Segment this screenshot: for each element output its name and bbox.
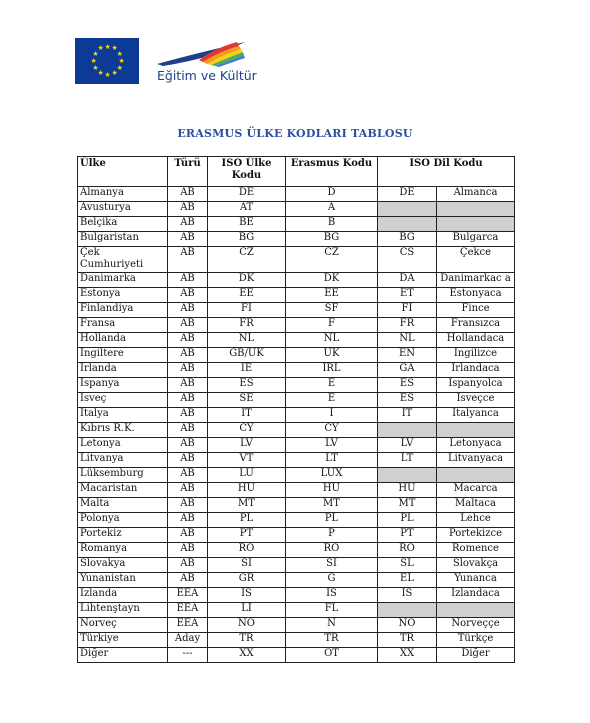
cell-language-name: Estonyaca [437, 287, 515, 302]
cell-iso-language-code [378, 467, 437, 482]
cell-iso-language-code: DE [378, 187, 437, 202]
cell-country: Yunanistan [78, 572, 168, 587]
cell-erasmus-code: G [286, 572, 378, 587]
country-codes-table [77, 156, 515, 663]
cell-iso-language-code: IS [378, 587, 437, 602]
cell-country: Malta [78, 497, 168, 512]
cell-country: Almanya [78, 187, 168, 202]
cell-iso-country-code: IT [208, 407, 286, 422]
cell-erasmus-code: RO [286, 542, 378, 557]
cell-erasmus-code: LV [286, 437, 378, 452]
cell-country: Litvanya [78, 452, 168, 467]
cell-language-name: İtalyanca [437, 407, 515, 422]
cell-country: Polonya [78, 512, 168, 527]
eu-star-icon: ★ [92, 49, 99, 58]
eu-star-icon: ★ [97, 68, 104, 77]
cell-country: Belçika [78, 217, 168, 232]
cell-iso-country-code: SI [208, 557, 286, 572]
cell-iso-country-code: FI [208, 302, 286, 317]
cell-iso-country-code: FR [208, 317, 286, 332]
table-row [78, 437, 515, 452]
cell-country: Slovakya [78, 557, 168, 572]
cell-country: İtalya [78, 407, 168, 422]
cell-language-name: Hollandaca [437, 332, 515, 347]
cell-iso-country-code: AT [208, 202, 286, 217]
cell-type: EEA [168, 602, 208, 617]
cell-erasmus-code: OT [286, 647, 378, 662]
cell-erasmus-code: BG [286, 232, 378, 247]
cell-country: Letonya [78, 437, 168, 452]
cell-erasmus-code: A [286, 202, 378, 217]
table-row [78, 557, 515, 572]
cell-type: AB [168, 452, 208, 467]
cell-country: Estonya [78, 287, 168, 302]
cell-type: AB [168, 232, 208, 247]
header-country: Ülke [78, 157, 168, 187]
cell-iso-language-code: DA [378, 272, 437, 287]
cell-iso-country-code: MT [208, 497, 286, 512]
cell-language-name [437, 202, 515, 217]
table-row [78, 232, 515, 247]
cell-iso-language-code: IT [378, 407, 437, 422]
cell-iso-language-code: NO [378, 617, 437, 632]
cell-iso-country-code: BG [208, 232, 286, 247]
cell-type: AB [168, 202, 208, 217]
cell-iso-language-code: FR [378, 317, 437, 332]
cell-iso-language-code: SL [378, 557, 437, 572]
header-logos [75, 38, 257, 88]
cell-type: AB [168, 482, 208, 497]
cell-erasmus-code: UK [286, 347, 378, 362]
table-row [78, 572, 515, 587]
cell-erasmus-code: TR [286, 632, 378, 647]
table-row [78, 302, 515, 317]
table-row [78, 247, 515, 273]
cell-iso-country-code: IE [208, 362, 286, 377]
table-row [78, 377, 515, 392]
cell-language-name: İzlandaca [437, 587, 515, 602]
cell-erasmus-code: N [286, 617, 378, 632]
header-iso-language: ISO Dil Kodu [378, 157, 515, 187]
cell-iso-country-code: DK [208, 272, 286, 287]
cell-country: Hollanda [78, 332, 168, 347]
cell-type: AB [168, 302, 208, 317]
eu-star-icon: ★ [111, 44, 118, 53]
table-row [78, 497, 515, 512]
cell-country: Romanya [78, 542, 168, 557]
table-row [78, 482, 515, 497]
cell-erasmus-code: E [286, 392, 378, 407]
cell-erasmus-code: PL [286, 512, 378, 527]
cell-country: İrlanda [78, 362, 168, 377]
cell-language-name [437, 467, 515, 482]
cell-country: Finlandiya [78, 302, 168, 317]
cell-iso-country-code: RO [208, 542, 286, 557]
table-row [78, 347, 515, 362]
eu-star-icon: ★ [97, 44, 104, 53]
cell-language-name: İrlandaca [437, 362, 515, 377]
cell-iso-country-code: LI [208, 602, 286, 617]
cell-country: Fransa [78, 317, 168, 332]
table-row [78, 422, 515, 437]
cell-erasmus-code: LUX [286, 467, 378, 482]
cell-language-name: Fransızca [437, 317, 515, 332]
cell-country: Çek Cumhuriyeti [78, 247, 168, 273]
cell-language-name: Bulgarca [437, 232, 515, 247]
cell-iso-country-code: NO [208, 617, 286, 632]
education-culture-logo [153, 38, 257, 88]
cell-iso-language-code [378, 217, 437, 232]
cell-erasmus-code: E [286, 377, 378, 392]
cell-iso-language-code: NL [378, 332, 437, 347]
cell-iso-country-code: GR [208, 572, 286, 587]
colorful-swoosh-icon [153, 38, 253, 70]
cell-type: AB [168, 437, 208, 452]
cell-erasmus-code: D [286, 187, 378, 202]
cell-type: AB [168, 247, 208, 273]
cell-iso-country-code: IS [208, 587, 286, 602]
cell-language-name: Türkçe [437, 632, 515, 647]
cell-country: İsveç [78, 392, 168, 407]
cell-language-name [437, 422, 515, 437]
table-row [78, 467, 515, 482]
cell-type: AB [168, 467, 208, 482]
cell-iso-language-code [378, 202, 437, 217]
cell-type: AB [168, 187, 208, 202]
eu-star-icon: ★ [111, 68, 118, 77]
cell-language-name: Norveççe [437, 617, 515, 632]
cell-language-name: Slovakça [437, 557, 515, 572]
cell-erasmus-code: CY [286, 422, 378, 437]
cell-iso-language-code: EN [378, 347, 437, 362]
cell-type: EEA [168, 617, 208, 632]
cell-type: AB [168, 317, 208, 332]
cell-iso-language-code: CS [378, 247, 437, 273]
header-type: Türü [168, 157, 208, 187]
header-erasmus-code: Erasmus Kodu [286, 157, 378, 187]
cell-iso-country-code: CZ [208, 247, 286, 273]
cell-erasmus-code: I [286, 407, 378, 422]
table-row [78, 332, 515, 347]
cell-language-name: Çekce [437, 247, 515, 273]
cell-iso-country-code: EE [208, 287, 286, 302]
cell-country: Portekiz [78, 527, 168, 542]
table-row [78, 452, 515, 467]
table-row [78, 632, 515, 647]
cell-iso-language-code: ES [378, 377, 437, 392]
header-iso-country: ISO Ülke Kodu [208, 157, 286, 187]
table-row [78, 527, 515, 542]
cell-iso-country-code: NL [208, 332, 286, 347]
eu-star-icon: ★ [104, 70, 111, 79]
cell-language-name: Yunanca [437, 572, 515, 587]
cell-country: Lihtenştayn [78, 602, 168, 617]
cell-erasmus-code: LT [286, 452, 378, 467]
table-row [78, 317, 515, 332]
cell-language-name: Letonyaca [437, 437, 515, 452]
cell-iso-language-code: LV [378, 437, 437, 452]
cell-country: Lüksemburg [78, 467, 168, 482]
cell-country: İspanya [78, 377, 168, 392]
table-header-row [78, 157, 515, 187]
cell-iso-language-code: XX [378, 647, 437, 662]
table-row [78, 587, 515, 602]
cell-iso-country-code: HU [208, 482, 286, 497]
cell-type: --- [168, 647, 208, 662]
cell-type: AB [168, 512, 208, 527]
cell-iso-language-code: ES [378, 392, 437, 407]
cell-language-name: Macarca [437, 482, 515, 497]
cell-erasmus-code: B [286, 217, 378, 232]
cell-type: AB [168, 347, 208, 362]
cell-country: Norveç [78, 617, 168, 632]
cell-language-name: İspanyolca [437, 377, 515, 392]
cell-iso-language-code [378, 422, 437, 437]
cell-erasmus-code: IRL [286, 362, 378, 377]
cell-iso-country-code: ES [208, 377, 286, 392]
table-row [78, 602, 515, 617]
cell-erasmus-code: P [286, 527, 378, 542]
cell-language-name [437, 217, 515, 232]
cell-iso-country-code: XX [208, 647, 286, 662]
cell-language-name: Maltaca [437, 497, 515, 512]
cell-language-name: Diğer [437, 647, 515, 662]
cell-erasmus-code: SI [286, 557, 378, 572]
cell-iso-country-code: DE [208, 187, 286, 202]
cell-erasmus-code: DK [286, 272, 378, 287]
table-row [78, 272, 515, 287]
cell-country: Diğer [78, 647, 168, 662]
cell-erasmus-code: NL [286, 332, 378, 347]
eu-star-icon: ★ [104, 42, 111, 51]
cell-type: AB [168, 362, 208, 377]
cell-iso-language-code: RO [378, 542, 437, 557]
cell-iso-language-code: MT [378, 497, 437, 512]
cell-type: AB [168, 217, 208, 232]
cell-country: Türkiye [78, 632, 168, 647]
page-title: ERASMUS ÜLKE KODLARI TABLOSU [177, 127, 413, 140]
table-row [78, 362, 515, 377]
cell-language-name: Portekizce [437, 527, 515, 542]
cell-iso-language-code: TR [378, 632, 437, 647]
eu-star-icon: ★ [92, 63, 99, 72]
eu-star-icon: ★ [118, 56, 125, 65]
cell-iso-language-code: PT [378, 527, 437, 542]
cell-type: AB [168, 572, 208, 587]
cell-country: Macaristan [78, 482, 168, 497]
cell-type: AB [168, 497, 208, 512]
table-row [78, 407, 515, 422]
cell-country: İzlanda [78, 587, 168, 602]
cell-iso-country-code: CY [208, 422, 286, 437]
cell-type: AB [168, 527, 208, 542]
cell-country: Avusturya [78, 202, 168, 217]
cell-iso-country-code: BE [208, 217, 286, 232]
cell-iso-language-code: BG [378, 232, 437, 247]
table-row [78, 187, 515, 202]
cell-country: Danimarka [78, 272, 168, 287]
cell-type: AB [168, 332, 208, 347]
cell-type: AB [168, 557, 208, 572]
cell-type: AB [168, 287, 208, 302]
cell-erasmus-code: CZ [286, 247, 378, 273]
cell-type: AB [168, 542, 208, 557]
eu-star-icon: ★ [116, 49, 123, 58]
cell-iso-language-code [378, 602, 437, 617]
cell-language-name: Fince [437, 302, 515, 317]
cell-erasmus-code: F [286, 317, 378, 332]
cell-iso-language-code: ET [378, 287, 437, 302]
table-row [78, 287, 515, 302]
table-row [78, 392, 515, 407]
table-row [78, 217, 515, 232]
table-row [78, 647, 515, 662]
cell-iso-country-code: VT [208, 452, 286, 467]
table-row [78, 202, 515, 217]
table-row [78, 512, 515, 527]
cell-type: AB [168, 272, 208, 287]
eu-star-icon: ★ [90, 56, 97, 65]
cell-iso-language-code: PL [378, 512, 437, 527]
cell-type: AB [168, 407, 208, 422]
cell-type: AB [168, 392, 208, 407]
cell-language-name: Danimarkac a [437, 272, 515, 287]
cell-iso-language-code: FI [378, 302, 437, 317]
cell-erasmus-code: IS [286, 587, 378, 602]
eu-flag-icon [75, 38, 139, 84]
cell-language-name: Almanca [437, 187, 515, 202]
cell-language-name [437, 602, 515, 617]
cell-erasmus-code: EE [286, 287, 378, 302]
cell-iso-language-code: EL [378, 572, 437, 587]
cell-iso-language-code: GA [378, 362, 437, 377]
cell-language-name: Litvanyaca [437, 452, 515, 467]
cell-erasmus-code: MT [286, 497, 378, 512]
cell-country: İngiltere [78, 347, 168, 362]
cell-country: Bulgaristan [78, 232, 168, 247]
cell-iso-country-code: GB/UK [208, 347, 286, 362]
cell-erasmus-code: FL [286, 602, 378, 617]
cell-language-name: İsveçce [437, 392, 515, 407]
logo-text: Eğitim ve Kültür [157, 68, 257, 83]
cell-iso-country-code: SE [208, 392, 286, 407]
cell-language-name: Lehce [437, 512, 515, 527]
cell-country: Kıbrıs R.K. [78, 422, 168, 437]
table-row [78, 617, 515, 632]
cell-type: Aday [168, 632, 208, 647]
cell-erasmus-code: HU [286, 482, 378, 497]
cell-iso-country-code: LU [208, 467, 286, 482]
table-row [78, 542, 515, 557]
cell-iso-country-code: PT [208, 527, 286, 542]
cell-type: EEA [168, 587, 208, 602]
cell-language-name: İngilizce [437, 347, 515, 362]
cell-erasmus-code: SF [286, 302, 378, 317]
cell-iso-country-code: PL [208, 512, 286, 527]
cell-type: AB [168, 422, 208, 437]
cell-iso-language-code: LT [378, 452, 437, 467]
cell-type: AB [168, 377, 208, 392]
cell-iso-country-code: LV [208, 437, 286, 452]
cell-iso-country-code: TR [208, 632, 286, 647]
cell-language-name: Romence [437, 542, 515, 557]
eu-star-icon: ★ [116, 63, 123, 72]
cell-iso-language-code: HU [378, 482, 437, 497]
